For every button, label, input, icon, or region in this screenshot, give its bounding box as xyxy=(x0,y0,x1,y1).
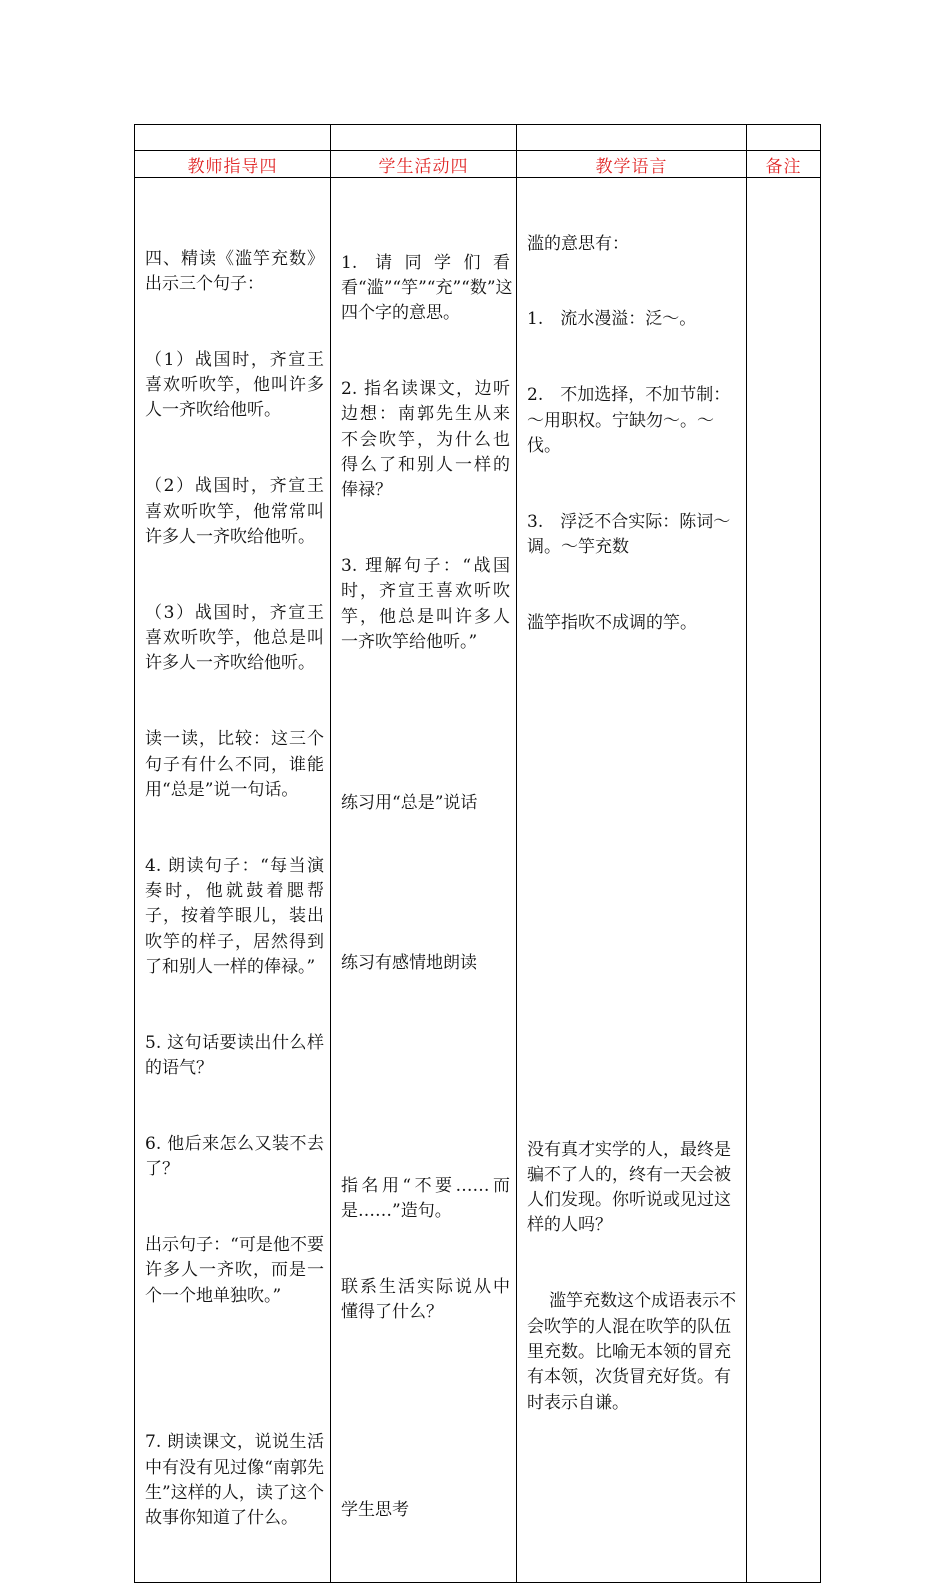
student-thinking: 学生思考 xyxy=(341,1500,409,1521)
teacher-step-4: 4. 朗读句子：“每当演奏时，他就鼓着腮帮子，按着竽眼儿，装出吹竽的样子，居然得到了和别人一样的俸禄。” xyxy=(145,855,324,977)
lan-meaning-3: 3. 浮泛不合实际：陈词～调。～竽充数 xyxy=(527,511,731,558)
student-step-1: 1. 请同学们看看“滥”“竽”“充”“数”这四个字的意思。 xyxy=(341,252,513,324)
lan-meaning-2: 2. 不加选择，不加节制：～用职权。宁缺勿～。～伐。 xyxy=(527,385,731,456)
teacher-step-5: 5. 这句话要读出什么样的语气？ xyxy=(145,1032,324,1079)
content-row xyxy=(135,178,821,1583)
header-teacher-guidance: 教师指导四 xyxy=(135,151,331,178)
sentence-1: （1）战国时，齐宣王喜欢听吹竽，他叫许多人一齐吹给他听。 xyxy=(145,349,324,421)
make-sentence: 指名用“不要……而是……”造句。 xyxy=(341,1175,510,1221)
sentence-3: （3）战国时，齐宣王喜欢听吹竽，他总是叫许多人一齐吹给他听。 xyxy=(145,602,324,674)
idiom-explanation: 滥竽充数这个成语表示不会吹竽的人混在吹竽的队伍里充数。比喻无本领的冒充有本领，次货冒充好货。有时表示自谦。 xyxy=(527,1291,737,1413)
practice-zongshi: 练习用“总是”说话 xyxy=(341,792,478,813)
teacher-step-title: 四、精读《滥竽充数》出示三个句子： xyxy=(145,248,324,294)
teacher-step-7: 7. 朗读课文，说说生活中有没有见过像“南郭先生”这样的人，读了这个故事你知道了什么。 xyxy=(145,1432,324,1529)
student-step-3: 3. 理解句子：“战国时，齐宣王喜欢听吹竽，他总是叫许多人一齐吹竽给他听。” xyxy=(341,556,510,653)
life-connection: 联系生活实际说从中懂得了什么？ xyxy=(341,1276,510,1322)
lesson-plan-table xyxy=(134,124,821,1583)
blank-cell xyxy=(517,125,747,151)
lesson-moral: 没有真才实学的人，最终是骗不了人的，终有一天会被人们发现。你听说或见过这样的人吗？ xyxy=(527,1139,731,1236)
practice-reading: 练习有感情地朗读 xyxy=(341,953,477,974)
header-student-activity: 学生活动四 xyxy=(331,151,517,178)
blank-row xyxy=(135,125,821,151)
blank-cell xyxy=(747,125,821,151)
header-remarks: 备注 xyxy=(747,151,821,178)
header-teaching-language: 教学语言 xyxy=(517,151,747,178)
show-sentence: 出示句子：“可是他不要许多人一齐吹，而是一个一个地单独吹。” xyxy=(145,1235,324,1306)
student-activity-cell xyxy=(331,178,517,1583)
remarks-cell xyxy=(747,178,821,1583)
compare-prompt: 读一读，比较：这三个句子有什么不同，谁能用“总是”说一句话。 xyxy=(145,729,324,800)
blank-cell xyxy=(135,125,331,151)
teacher-step-6: 6. 他后来怎么又装不去了？ xyxy=(145,1133,324,1180)
lanyu-explanation: 滥竽指吹不成调的竽。 xyxy=(527,613,697,634)
sentence-2: （2）战国时，齐宣王喜欢听吹竽，他常常叫许多人一齐吹给他听。 xyxy=(145,476,324,547)
student-step-2: 2. 指名读课文，边听边想：南郭先生从来不会吹竽，为什么也得么了和别人一样的俸禄？ xyxy=(341,379,510,501)
blank-cell xyxy=(331,125,517,151)
lan-meaning-title: 滥的意思有： xyxy=(527,233,629,254)
header-row xyxy=(135,151,821,178)
teaching-language-cell xyxy=(517,178,747,1583)
teacher-guidance-cell xyxy=(135,178,331,1583)
lan-meaning-1: 1. 流水漫溢：泛～。 xyxy=(527,309,697,330)
